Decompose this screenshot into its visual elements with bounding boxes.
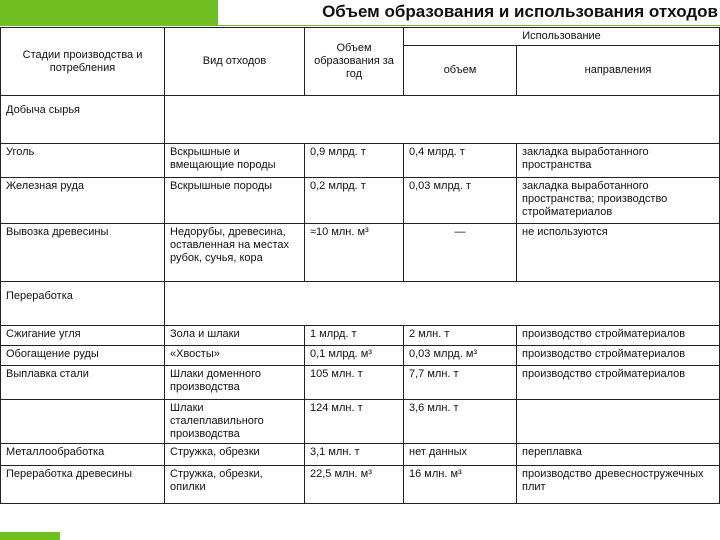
cell-stage: Железная руда [1, 178, 165, 224]
cell-volume: ≈10 млн. м³ [305, 224, 404, 282]
cell-stage [1, 400, 165, 444]
cell-direction: закладка выработанного пространства [517, 144, 720, 178]
cell-direction: не используются [517, 224, 720, 282]
cell-waste: Шлаки доменного производства [165, 366, 305, 400]
page-title: Объем образования и использования отходов [322, 2, 718, 21]
table-body [1, 96, 720, 504]
cell-waste: Стружка, обрезки [165, 444, 305, 466]
waste-table [0, 27, 720, 504]
cell-used: нет данных [404, 444, 517, 466]
footer-accent-block [0, 532, 60, 540]
cell-used: 3,6 млн. т [404, 400, 517, 444]
section-fill [404, 282, 517, 326]
cell-waste: Зола и шлаки [165, 326, 305, 346]
section-fill [165, 282, 305, 326]
cell-used: 7,7 млн. т [404, 366, 517, 400]
cell-stage: Выплавка стали [1, 366, 165, 400]
cell-stage: Уголь [1, 144, 165, 178]
cell-volume: 0,2 млрд. т [305, 178, 404, 224]
cell-waste: Стружка, обрезки, опилки [165, 466, 305, 504]
cell-direction: закладка выработанного пространства; производство стройматериалов [517, 178, 720, 224]
cell-used: — [404, 224, 517, 282]
title-underline [218, 25, 720, 26]
cell-volume: 1 млрд. т [305, 326, 404, 346]
cell-volume: 0,1 млрд. м³ [305, 346, 404, 366]
table-row [1, 444, 720, 466]
cell-waste: Вскрышные породы [165, 178, 305, 224]
cell-stage: Сжигание угля [1, 326, 165, 346]
section-fill [517, 282, 720, 326]
cell-volume: 105 млн. т [305, 366, 404, 400]
cell-direction: производство стройматериалов [517, 346, 720, 366]
cell-stage: Переработка древесины [1, 466, 165, 504]
cell-stage: Металлообработка [1, 444, 165, 466]
header-usage: Использование [404, 28, 720, 46]
table-row [1, 178, 720, 224]
cell-volume: 3,1 млн. т [305, 444, 404, 466]
section-fill [305, 282, 404, 326]
table-row [1, 326, 720, 346]
cell-used: 0,4 млрд. т [404, 144, 517, 178]
header-volume-per-year: Объем образования за год [305, 28, 404, 96]
section-fill [165, 96, 305, 144]
section-label: Добыча сырья [1, 96, 165, 144]
cell-stage: Вывозка древесины [1, 224, 165, 282]
table-row [1, 346, 720, 366]
header-stages: Стадии производства и потребления [1, 28, 165, 96]
cell-used: 0,03 млрд. т [404, 178, 517, 224]
section-row [1, 282, 720, 326]
table-row [1, 466, 720, 504]
cell-volume: 22,5 млн. м³ [305, 466, 404, 504]
cell-direction: производство древесностружечных плит [517, 466, 720, 504]
cell-direction: переплавка [517, 444, 720, 466]
cell-stage: Обогащение руды [1, 346, 165, 366]
section-label: Переработка [1, 282, 165, 326]
table-row [1, 366, 720, 400]
cell-waste: Шлаки сталеплавильного производства [165, 400, 305, 444]
table-row [1, 224, 720, 282]
cell-direction [517, 400, 720, 444]
cell-direction: производство стройматериалов [517, 326, 720, 346]
cell-waste: Недорубы, древесина, оставленная на местах рубок, сучья, кора [165, 224, 305, 282]
section-row [1, 96, 720, 144]
cell-waste: «Хвосты» [165, 346, 305, 366]
table-row [1, 144, 720, 178]
header-usage-direction: направления [517, 46, 720, 96]
section-fill [305, 96, 404, 144]
title-accent-block [0, 0, 218, 26]
section-fill [404, 96, 517, 144]
cell-used: 0,03 млрд. м³ [404, 346, 517, 366]
cell-volume: 0,9 млрд. т [305, 144, 404, 178]
cell-used: 16 млн. м³ [404, 466, 517, 504]
table-row [1, 400, 720, 444]
cell-volume: 124 млн. т [305, 400, 404, 444]
cell-waste: Вскрышные и вмещающие породы [165, 144, 305, 178]
cell-used: 2 млн. т [404, 326, 517, 346]
section-fill [517, 96, 720, 144]
cell-direction: производство стройматериалов [517, 366, 720, 400]
header-usage-volume: объем [404, 46, 517, 96]
header-waste-type: Вид отходов [165, 28, 305, 96]
